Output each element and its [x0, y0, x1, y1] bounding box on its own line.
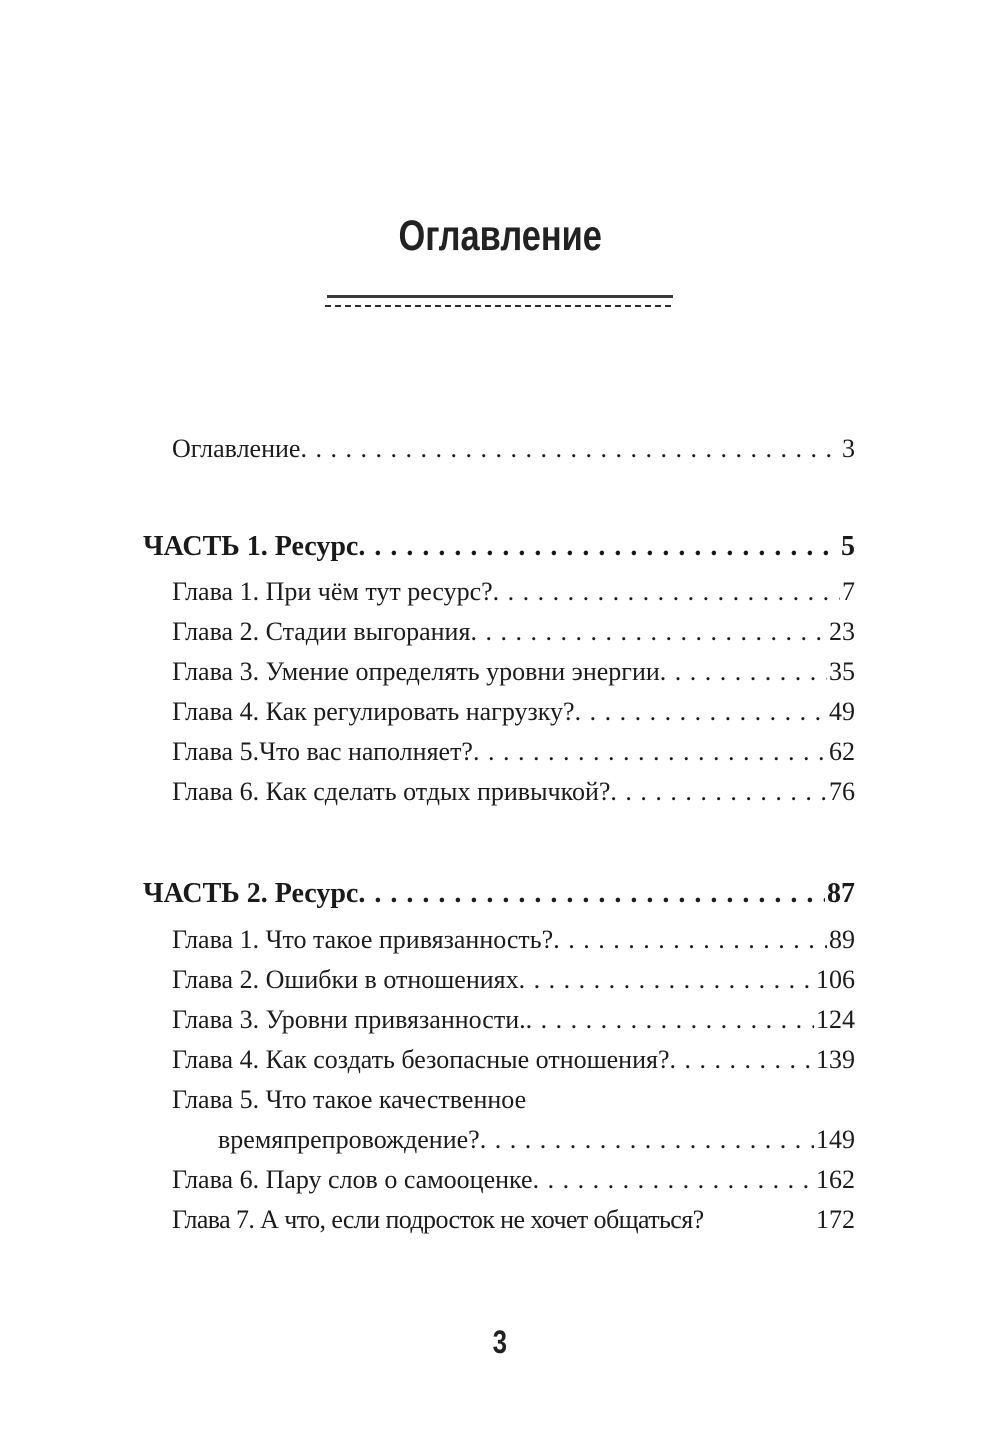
table-of-contents: [143, 429, 855, 1240]
toc-entry: [143, 692, 855, 732]
toc-entry: [143, 1000, 855, 1040]
title-separator: [325, 295, 675, 307]
dot-leader: [526, 1000, 814, 1040]
toc-entry: [143, 960, 855, 1000]
toc-entry-label: Глава 1. При чём тут ресурс?: [172, 577, 493, 606]
dot-leader: [519, 960, 814, 1000]
toc-entry-label: времяпрепровождение?: [218, 1125, 480, 1154]
toc-entry: [143, 1160, 855, 1200]
toc-entry-page: 5: [841, 531, 855, 562]
toc-entry-label: Глава 6. Пару слов о самооценке: [172, 1165, 533, 1194]
separator-dashed-line: [325, 305, 675, 307]
toc-entry-page: 89: [829, 925, 855, 954]
toc-entry: [143, 1200, 855, 1240]
toc-entry-continuation: [143, 1120, 855, 1160]
toc-entry-page: 35: [829, 657, 855, 686]
toc-entry-label: Глава 3. Умение определять уровни энергии: [172, 657, 660, 686]
toc-entry-page: 162: [816, 1165, 855, 1194]
toc-entry: [143, 772, 855, 812]
separator-solid-line: [327, 295, 673, 298]
toc-part-heading: [143, 872, 855, 916]
dot-leader: [300, 429, 840, 469]
toc-entry: [143, 1080, 855, 1120]
toc-entry-page: 7: [842, 577, 855, 606]
toc-entry-label: Глава 2. Стадии выгорания: [172, 617, 471, 646]
dot-leader: [670, 1040, 815, 1080]
toc-entry-label: Глава 6. Как сделать отдых привычкой?: [172, 777, 611, 806]
toc-entry-page: 87: [827, 878, 855, 909]
dot-leader: [358, 872, 825, 916]
toc-entry-page: 76: [829, 777, 855, 806]
toc-entry-page: 139: [816, 1045, 855, 1074]
toc-entry: [143, 652, 855, 692]
toc-entry-label: Глава 2. Ошибки в отношениях: [172, 965, 519, 994]
dot-leader: [470, 612, 827, 652]
dot-leader: [473, 732, 827, 772]
toc-entry-label: Глава 5.Что вас наполняет?: [172, 737, 473, 766]
toc-entry-page: 149: [816, 1125, 855, 1154]
toc-part-heading: [143, 525, 855, 569]
dot-leader: [575, 692, 827, 732]
page-number-footer: [0, 1322, 1000, 1362]
dot-leader: [553, 920, 827, 960]
page-title-text: Оглавление: [398, 212, 602, 260]
toc-entry-label: Глава 3. Уровни привязанности.: [172, 1005, 526, 1034]
toc-entry: [143, 1040, 855, 1080]
toc-entry-label: Глава 4. Как создать безопасные отношения?: [172, 1045, 670, 1074]
toc-entry-page: 23: [829, 617, 855, 646]
toc-entry-page: 3: [842, 434, 855, 463]
toc-entry-page: 106: [816, 965, 855, 994]
dot-leader: [660, 652, 827, 692]
toc-entry-label: Глава 4. Как регулировать нагрузку?: [172, 697, 575, 726]
toc-entry-label: Оглавление: [172, 434, 301, 463]
page-number-text: 3: [492, 1324, 508, 1360]
dot-leader: [533, 1160, 814, 1200]
dot-leader: [358, 525, 839, 569]
toc-entry-page: 62: [829, 737, 855, 766]
toc-entry-page: 124: [816, 1005, 855, 1034]
dot-leader: [610, 772, 827, 812]
toc-entry-label: Глава 1. Что такое привязанность?: [172, 925, 554, 954]
toc-entry-page: 49: [829, 697, 855, 726]
dot-leader: [480, 1120, 814, 1160]
toc-entry-label: ЧАСТЬ 2. Ресурс: [143, 878, 359, 909]
toc-entry: [143, 920, 855, 960]
toc-entry: [143, 612, 855, 652]
toc-entry-page: 172: [816, 1205, 855, 1234]
page-title: [0, 212, 1000, 261]
toc-entry-label: Глава 7. А что, если подросток не хочет общаться?: [172, 1205, 704, 1234]
toc-entry: [143, 572, 855, 612]
toc-entry-label: Глава 5. Что такое качественное: [172, 1085, 527, 1114]
toc-entry: [143, 429, 855, 469]
dot-leader: [493, 572, 840, 612]
toc-entry-label: ЧАСТЬ 1. Ресурс: [143, 531, 359, 562]
toc-entry: [143, 732, 855, 772]
